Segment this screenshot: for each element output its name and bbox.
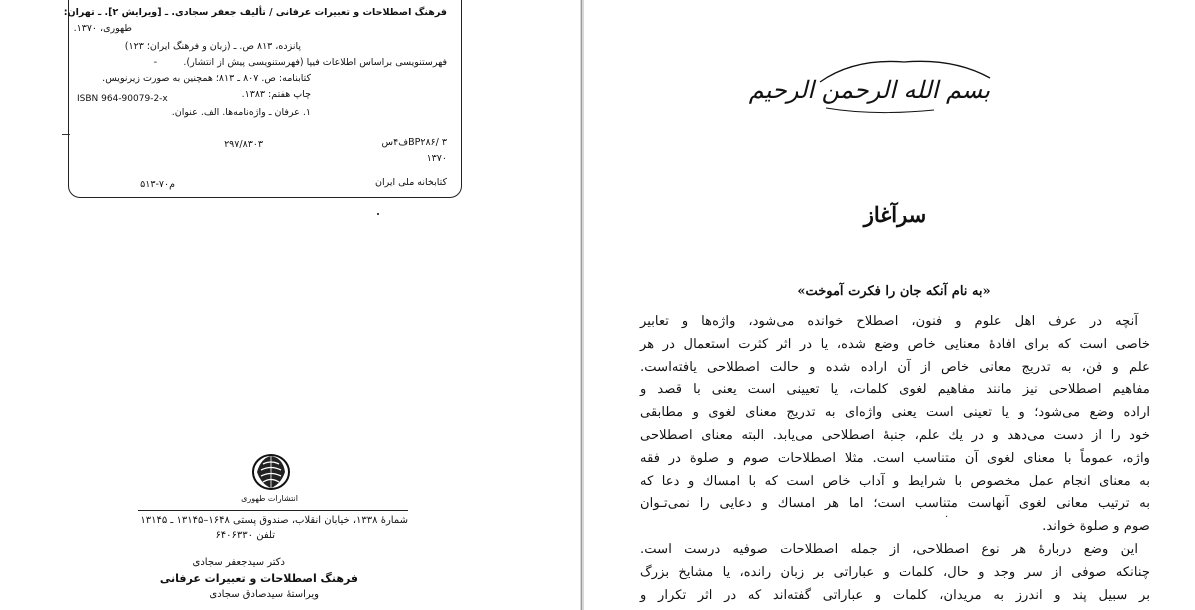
- speck: [377, 213, 379, 215]
- publisher-address: شمارهٔ ۱۳۳۸، خیابان انقلاب، صندوق پستی ۱۶۴۸–۱۳۱۴۵ ـ ۱۳۱۴۵: [140, 515, 408, 526]
- text-line: واژه، عموماً با معنای لغوی آن متناسب است. مثلا اصطلاحات صوم و صلوة در فقه: [640, 450, 1150, 466]
- body-text: [640, 311, 1150, 607]
- publisher-phone: تلفن ۶۴۰۶۳۳۰: [215, 530, 275, 541]
- text-line: خود را از دست می‌دهد و در یك علم، جنبهٔ اصطلاحی می‌یابد. البته معنای اصطلاحی: [640, 427, 1150, 443]
- text-line: به ترتیب معانی لغوی آنهاست متناسب است؛ اما هر امساك و دعایی را نمی‌تـوان: [640, 496, 1150, 512]
- catalog-bibliography-line: کتابنامه: ص. ۸۰۷ ـ ۸۱۳؛ همچنین به صورت زیرنویس.: [102, 73, 311, 84]
- catalog-card: [63, 0, 462, 198]
- right-page: [584, 0, 1195, 610]
- epigraph: «به نام آنکه جان را فکرت آموخت»: [797, 284, 991, 299]
- basmala-calligraphy: [748, 52, 994, 122]
- publisher-book-title: فرهنگ اصطلاحات و تعبیرات عرفانی: [159, 572, 358, 585]
- catalog-isbn: ISBN 964-90079-2-x: [77, 94, 168, 104]
- catalog-dewey-number: ۲۹۷/۸۳۰۳: [224, 139, 263, 150]
- catalog-pages-line: پانزده، ۸۱۳ ص. ـ (زبان و فرهنگ ایران؛ ۱۲۳): [124, 41, 301, 52]
- speck: ·: [945, 512, 949, 523]
- margin-tick: [62, 134, 70, 135]
- section-title: سرآغاز: [863, 202, 927, 227]
- basmala-text: بسم الله الرحمن الرحیم: [748, 76, 990, 104]
- catalog-class-number: BP۲۸۶/ ۳ف۴س: [381, 137, 447, 148]
- catalog-library-number: م۷۰-۵۱۳: [140, 179, 175, 190]
- text-line: این وضع دربارهٔ هر نوع اصطلاحی، از جمله اصطلاحات صوفیه درست است.: [640, 541, 1138, 557]
- catalog-cip-line: فهرستنویسی براساس اطلاعات فیپا (فهرستنویسی پیش از انتشار).: [183, 57, 447, 68]
- catalog-publisher-line: طهوری، ۱۳۷۰.: [73, 23, 132, 34]
- catalog-subject-line: ۱. عرفان ـ واژه‌نامه‌ها. الف. عنوان.: [171, 107, 311, 118]
- text-line: آنچه در عرف اهل علوم و فنون، اصطلاح خوانده می‌شود، واژه‌ها و تعابیر: [640, 314, 1138, 329]
- text-line: بر سبیل پند و اندرز به مریدان، کلمات و عباراتی گفته‌اند که در اثر تکرار و: [640, 587, 1150, 603]
- text-line: چنانکه صوفی از سر وجد و حال، کلمات و عباراتی بر زبان رانده، یا مشایخ بزرگ: [640, 564, 1150, 580]
- left-page: [0, 0, 580, 610]
- catalog-edition-line: چاپ هفتم: ۱۳۸۳.: [241, 89, 311, 100]
- text-line: صوم و صلوة خواند.: [1042, 519, 1150, 535]
- catalog-dash: -: [153, 57, 157, 68]
- text-line: مفاهیم اصطلاحی نیز مانند مفاهیم لغوی کلمات، یا تعیینی است یعنی با قصد و: [640, 382, 1150, 398]
- publisher-author: دکتر سیدجعفر سجادی: [192, 557, 285, 568]
- text-line: علم و فن، به تدریج معانی خاص از آن اراده شده و حالت اصطلاحی یافته‌است.: [640, 359, 1150, 375]
- catalog-library-name: کتابخانه ملی ایران: [374, 177, 447, 188]
- text-line: خاصی است که برای افادهٔ معنایی خاص وضع شده، یا در اثر کثرت استعمال در هر: [640, 336, 1150, 352]
- catalog-class-year: ۱۳۷۰: [426, 153, 447, 164]
- text-line: اراده وضع می‌شود؛ و یا تعینی است یعنی واژه‌ای به تدریج معنای لغوی و مطابقی: [640, 405, 1150, 421]
- publisher-divider: [138, 510, 408, 511]
- text-line: به معنای انجام عمل مخصوص با شرایط و آداب خاص است که با امساك و دعا که: [640, 473, 1150, 489]
- catalog-title-line: فرهنگ اصطلاحات و تعبیرات عرفانی / تألیف جعفر سجادی. ـ [ویرایش ۲]. ـ تهران:: [63, 7, 447, 18]
- publisher-editor: ویراستهٔ سیدصادق سجادی: [209, 589, 319, 600]
- publisher-logo-caption: انتشارات طهوری: [241, 494, 298, 503]
